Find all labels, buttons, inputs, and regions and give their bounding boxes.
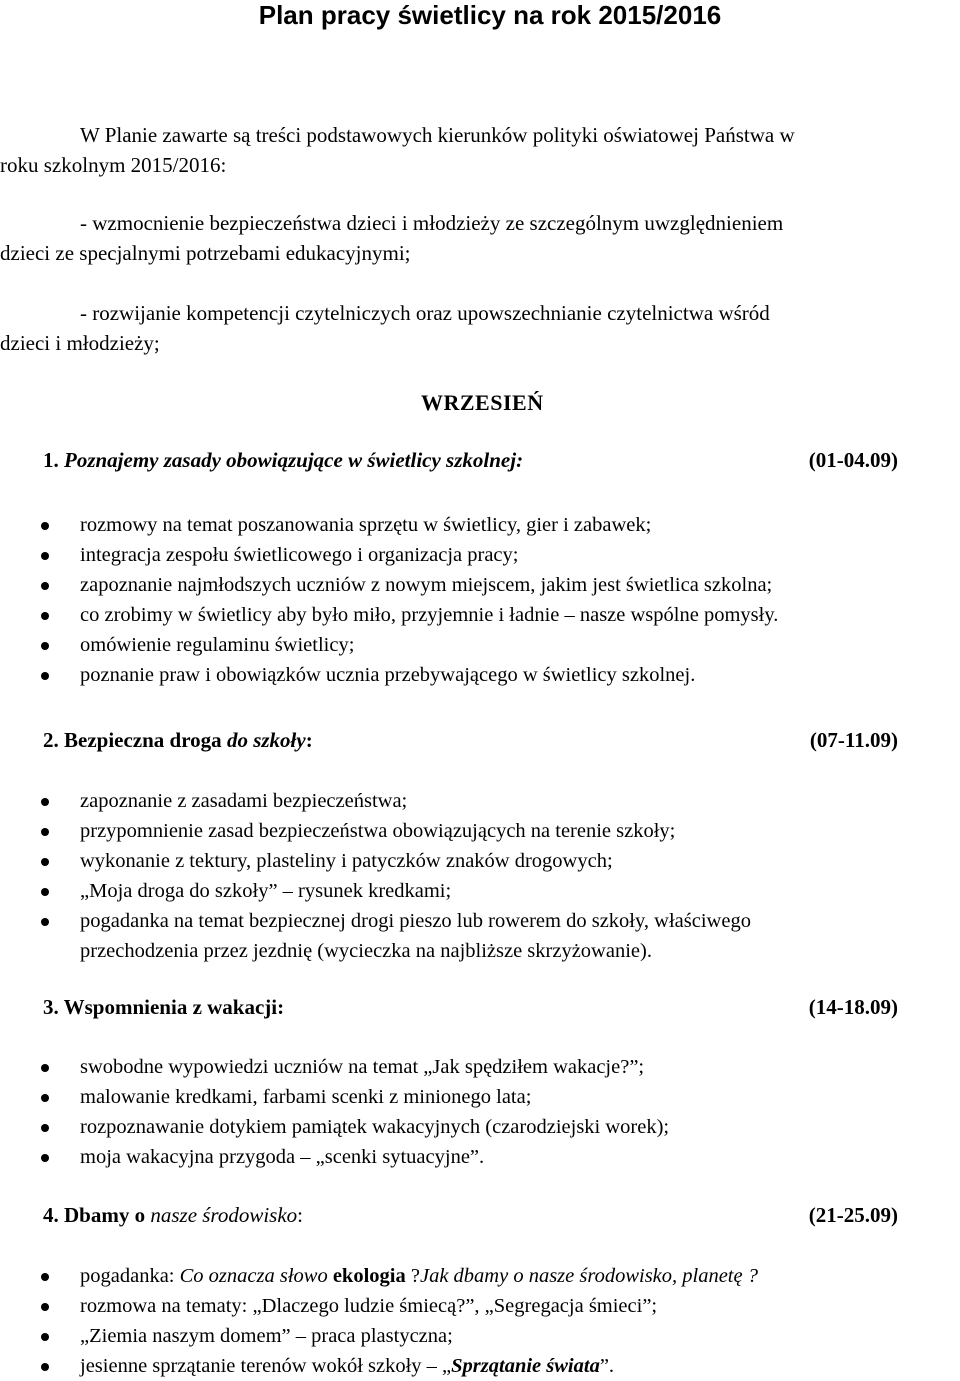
section-1-list bbox=[0, 510, 778, 690]
section-date: (21-25.09) bbox=[808, 1203, 898, 1227]
list-item: zapoznanie z zasadami bezpieczeństwa; bbox=[0, 786, 751, 816]
list-item-line: przechodzenia przez jezdnię (wycieczka na najbliższe skrzyżowanie). bbox=[80, 940, 652, 962]
intro-line: roku szkolnym 2015/2016: bbox=[0, 153, 227, 177]
list-item: malowanie kredkami, farbami scenki z minionego lata; bbox=[0, 1082, 669, 1112]
list-item: „Ziemia naszym domem” – praca plastyczna; bbox=[0, 1321, 758, 1351]
list-item: rozmowa na tematy: „Dlaczego ludzie śmiecą?”, „Segregacja śmieci”; bbox=[0, 1291, 758, 1321]
section-title-part: : bbox=[305, 728, 313, 752]
section-title: Poznajemy zasady obowiązujące w świetlicy szkolnej: bbox=[64, 448, 524, 472]
list-item-text: ekologia bbox=[332, 1265, 406, 1287]
list-item-line: pogadanka na temat bezpiecznej drogi pieszo lub rowerem do szkoły, właściwego bbox=[80, 910, 751, 932]
intro-line: - rozwijanie kompetencji czytelniczych oraz upowszechnianie czytelnictwa wśród bbox=[80, 301, 770, 325]
list-item: „Moja droga do szkoły” – rysunek kredkami; bbox=[0, 876, 751, 906]
month-heading: WRZESIEŃ bbox=[421, 390, 544, 415]
list-item: integracja zespołu świetlicowego i organizacja pracy; bbox=[0, 540, 778, 570]
intro-paragraph-1 bbox=[0, 120, 960, 180]
intro-line: W Planie zawarte są treści podstawowych kierunków polityki oświatowej Państwa w bbox=[80, 123, 795, 147]
list-item: omówienie regulaminu świetlicy; bbox=[0, 630, 778, 660]
section-number: 4. bbox=[43, 1203, 59, 1227]
section-date: (07-11.09) bbox=[809, 728, 898, 752]
section-title-part: do szkoły bbox=[226, 728, 306, 752]
section-date: (14-18.09) bbox=[808, 995, 898, 1019]
intro-paragraph-3 bbox=[0, 298, 960, 358]
page-title: Plan pracy świetlicy na rok 2015/2016 bbox=[258, 0, 722, 30]
intro-line: dzieci ze specjalnymi potrzebami edukacyjnymi; bbox=[0, 241, 411, 265]
section-2-heading bbox=[43, 728, 898, 753]
list-item-text: ? bbox=[405, 1265, 420, 1287]
list-item: rozpoznawanie dotykiem pamiątek wakacyjnych (czarodziejski worek); bbox=[0, 1112, 669, 1142]
list-item: zapoznanie najmłodszych uczniów z nowym miejscem, jakim jest świetlica szkolna; bbox=[0, 570, 778, 600]
section-4-list bbox=[0, 1261, 758, 1381]
list-item bbox=[0, 1261, 758, 1291]
section-number: 2. bbox=[43, 728, 59, 752]
list-item-text: pogadanka: bbox=[80, 1265, 180, 1287]
list-item-text: ”. bbox=[599, 1355, 615, 1377]
section-2-list bbox=[0, 786, 751, 966]
list-item: moja wakacyjna przygoda – „scenki sytuacyjne”. bbox=[0, 1142, 669, 1172]
section-title-part: Dbamy o bbox=[64, 1203, 151, 1227]
section-number: 3. bbox=[43, 995, 59, 1019]
section-title-part: nasze środowisko bbox=[150, 1203, 298, 1227]
intro-line: - wzmocnienie bezpieczeństwa dzieci i młodzieży ze szczególnym uwzględnieniem bbox=[80, 211, 784, 235]
section-3-heading bbox=[43, 995, 898, 1020]
intro-line: dzieci i młodzieży; bbox=[0, 331, 160, 355]
list-item-text: Jak dbamy o nasze środowisko, planetę ? bbox=[419, 1265, 758, 1287]
list-item bbox=[0, 1351, 758, 1381]
list-item: przypomnienie zasad bezpieczeństwa obowiązujących na terenie szkoły; bbox=[0, 816, 751, 846]
section-number: 1. bbox=[43, 448, 59, 472]
list-item-text: Co oznacza słowo bbox=[179, 1265, 333, 1287]
list-item: swobodne wypowiedzi uczniów na temat „Jak spędziłem wakacje?”; bbox=[0, 1052, 669, 1082]
section-4-heading bbox=[43, 1203, 898, 1228]
list-item: wykonanie z tektury, plasteliny i patyczków znaków drogowych; bbox=[0, 846, 751, 876]
section-date: (01-04.09) bbox=[808, 448, 898, 472]
list-item-text: Sprzątanie świata bbox=[451, 1355, 600, 1377]
list-item: co zrobimy w świetlicy aby było miło, przyjemnie i ładnie – nasze wspólne pomysły. bbox=[0, 600, 778, 630]
section-1-heading bbox=[43, 448, 898, 473]
list-item bbox=[0, 906, 751, 966]
list-item-text: jesienne sprzątanie terenów wokół szkoły – „ bbox=[80, 1355, 452, 1377]
list-item: poznanie praw i obowiązków ucznia przebywającego w świetlicy szkolnej. bbox=[0, 660, 778, 690]
list-item: rozmowy na temat poszanowania sprzętu w świetlicy, gier i zabawek; bbox=[0, 510, 778, 540]
section-title-part: : bbox=[297, 1203, 304, 1227]
intro-paragraph-2 bbox=[0, 208, 960, 268]
section-title: Wspomnienia z wakacji: bbox=[63, 995, 285, 1019]
section-3-list bbox=[0, 1052, 669, 1172]
section-title-part: Bezpieczna droga bbox=[64, 728, 227, 752]
